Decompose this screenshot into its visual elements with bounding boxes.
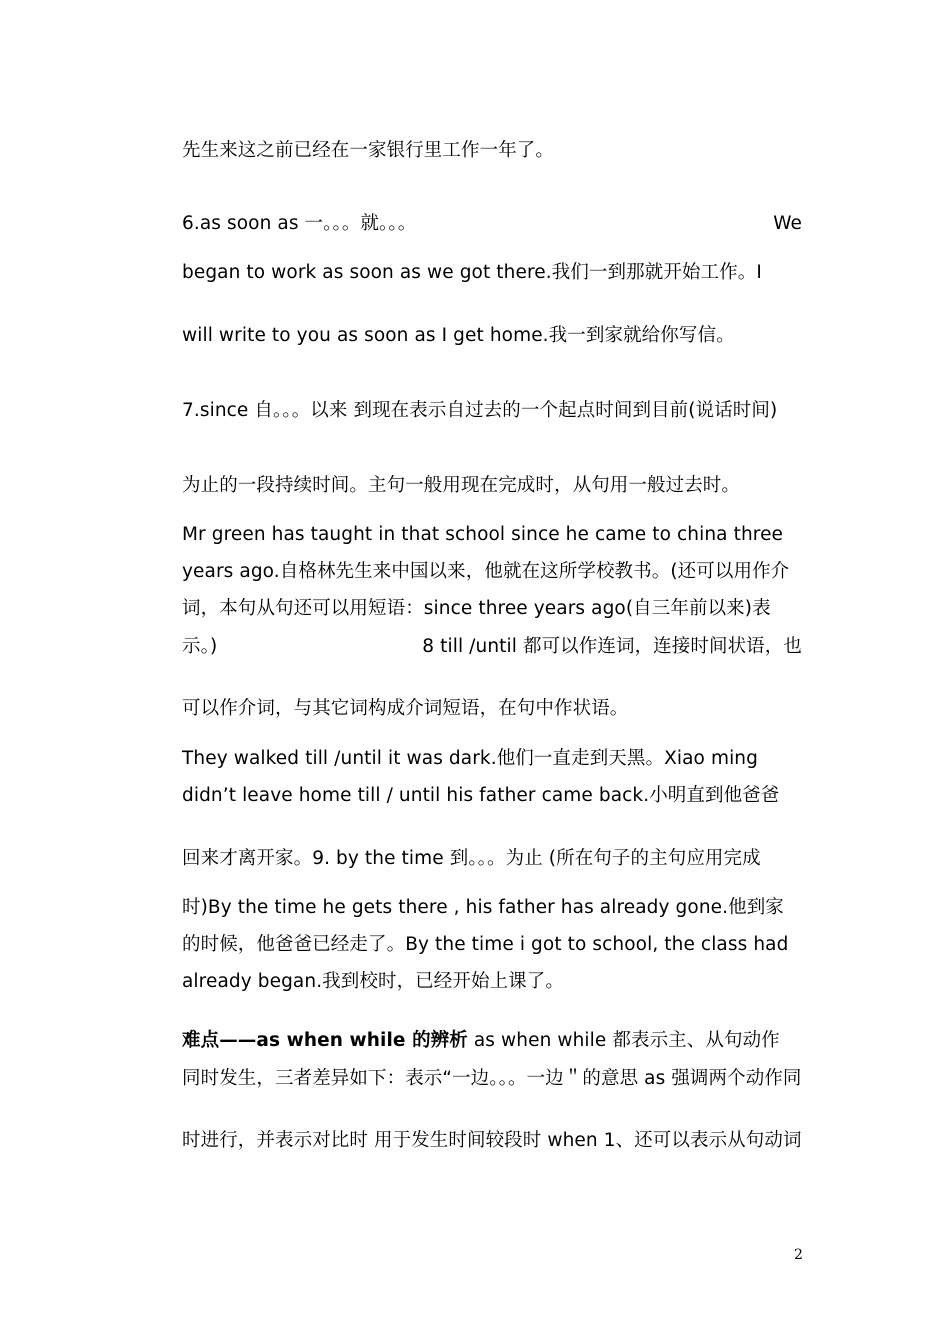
text-line: 时进行，并表示对比时 用于发生时间较段时 when 1、还可以表示从句动词 (182, 1130, 802, 1151)
text-line: 同时发生，三者差异如下：表示“一边。。。一边＂的意思 as 强调两个动作同 (182, 1068, 802, 1089)
section-heading-since: 7.since 自。。。以来 到现在表示自过去的一个起点时间到目前(说话时间) (182, 400, 778, 421)
text-line: 为止的一段持续时间。主句一般用现在完成时，从句用一般过去时。 (182, 475, 741, 496)
section-heading-by-the-time: 回来才离开家。9. by the time 到。。。为止 (所在句子的主句应用完成 (182, 848, 761, 869)
page-number: 2 (794, 1247, 803, 1263)
section-heading-till-until: 8 till /until 都可以作连词，连接时间状语，也 (422, 636, 802, 657)
text-line: 词，本句从句还可以用短语：since three years ago(自三年前以来)表 (182, 598, 771, 619)
text-line: Mr green has taught in that school since he came to china three (182, 524, 784, 545)
text-line: began to work as soon as we got there.我们一到那就开始工作。I (182, 262, 762, 283)
text-fragment: We (773, 213, 802, 234)
text-line: already began.我到校时，已经开始上课了。 (182, 971, 564, 992)
section-heading-as-soon-as: 6.as soon as 一。。。就。。。 (182, 213, 417, 234)
text-line (182, 1029, 812, 1053)
text-line: 先生来这之前已经在一家银行里工作一年了。 (182, 140, 555, 161)
text-line: 时)By the time he gets there , his father has already gone.他到家 (182, 897, 784, 918)
section-heading-as-when-while: 难点——as when while 的辨析 (182, 1030, 468, 1051)
text-line (182, 212, 802, 236)
text-line: 可以作介词，与其它词构成介词短语，在句中作状语。 (182, 698, 629, 719)
text-line: will write to you as soon as I get home.我一到家就给你写信。 (182, 325, 735, 346)
text-line: didn’t leave home till / until his father came back.小明直到他爸爸 (182, 785, 780, 806)
text-line: 的时候，他爸爸已经走了。By the time i got to school, the class had (182, 934, 789, 955)
text-line (182, 635, 812, 659)
text-fragment: as when while 都表示主、从句动作 (467, 1030, 780, 1051)
text-line: They walked till /until it was dark.他们一直走到天黑。Xiao ming (182, 748, 758, 769)
text-fragment: 示。) (182, 636, 218, 657)
text-line: years ago.自格林先生来中国以来，他就在这所学校教书。(还可以用作介 (182, 561, 790, 582)
